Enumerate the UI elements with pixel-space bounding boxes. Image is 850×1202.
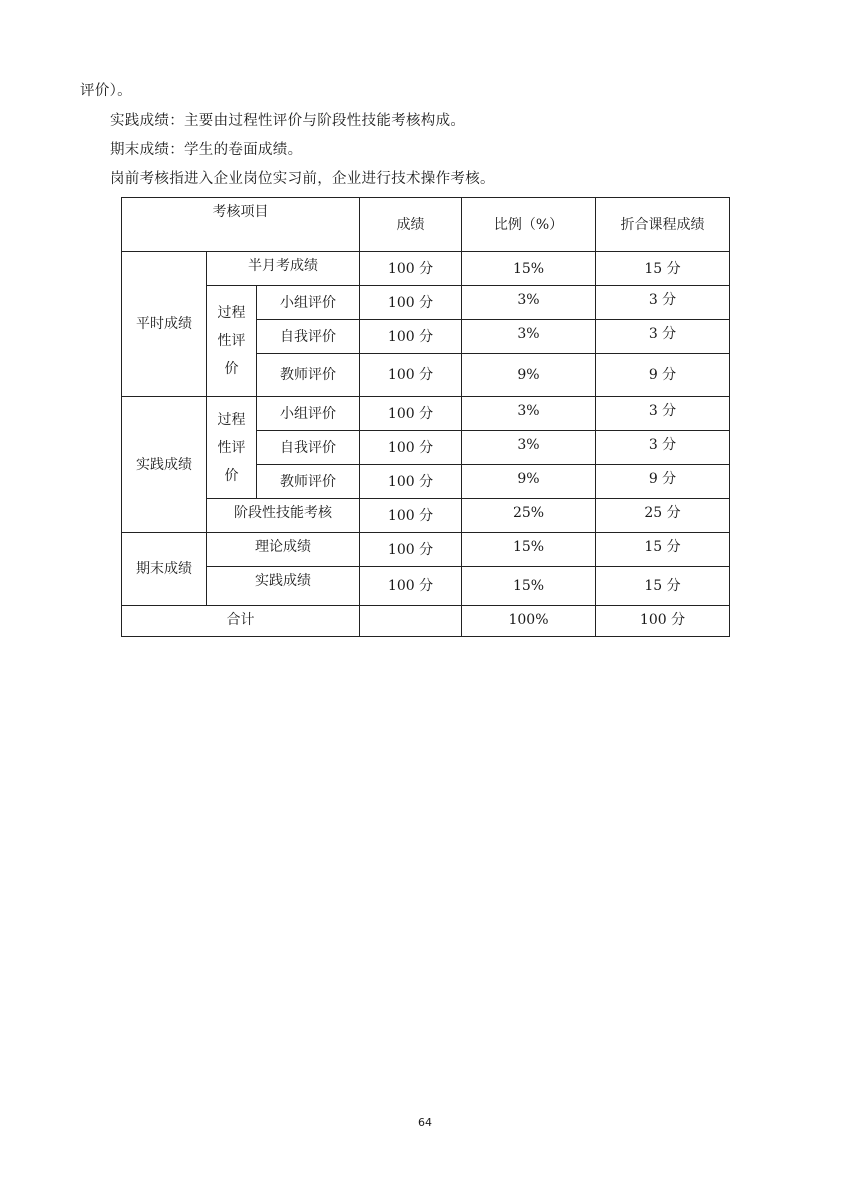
assessment-table (121, 197, 730, 637)
cell-score: 100 分 (360, 354, 462, 397)
cell-ratio: 3% (462, 397, 596, 431)
process-label-part: 价 (224, 361, 239, 377)
cell-converted: 15 分 (596, 252, 730, 286)
paragraph-practice-score: 实践成绩：主要由过程性评价与阶段性技能考核构成。 (110, 113, 466, 129)
table-row (122, 567, 730, 606)
cell-score: 100 分 (360, 465, 462, 499)
cell-ratio: 9% (462, 354, 596, 397)
paragraph-final-score: 期末成绩：学生的卷面成绩。 (110, 142, 303, 158)
cell-converted: 9 分 (596, 354, 730, 397)
process-label-part: 过程 (217, 411, 246, 428)
paragraph-line-1: 评价）。 (80, 83, 132, 99)
cell-score: 100 分 (360, 533, 462, 567)
cell-score: 100 分 (360, 499, 462, 533)
process-label-part: 价 (224, 467, 239, 484)
category-practice-score: 实践成绩 (122, 397, 207, 533)
process-label-part: 过程 (217, 305, 246, 321)
row-label: 实践成绩 (207, 567, 360, 606)
category-usual-score: 平时成绩 (122, 252, 207, 397)
cell-ratio: 3% (462, 431, 596, 465)
cell-ratio: 3% (462, 320, 596, 354)
cell-ratio: 9% (462, 465, 596, 499)
table-row (122, 286, 730, 320)
row-label: 自我评价 (257, 320, 360, 354)
process-label-part: 性评 (217, 439, 246, 456)
table-total-row (122, 606, 730, 637)
page-number: 64 (418, 1116, 432, 1129)
table-header-row (122, 198, 730, 252)
header-ratio: 比例（%） (462, 198, 596, 252)
row-label: 自我评价 (257, 431, 360, 465)
cell-converted: 3 分 (596, 286, 730, 320)
row-label: 理论成绩 (207, 533, 360, 567)
cell-converted: 3 分 (596, 431, 730, 465)
cell-score: 100 分 (360, 320, 462, 354)
cell-converted: 9 分 (596, 465, 730, 499)
row-label: 小组评价 (257, 286, 360, 320)
cell-score: 100 分 (360, 252, 462, 286)
row-label: 教师评价 (257, 354, 360, 397)
category-final-score: 期末成绩 (122, 533, 207, 606)
total-score-empty (360, 606, 462, 637)
process-evaluation-label (207, 397, 257, 499)
header-assessment-item: 考核项目 (122, 198, 360, 252)
cell-converted: 25 分 (596, 499, 730, 533)
cell-score: 100 分 (360, 431, 462, 465)
table-row (122, 533, 730, 567)
process-label-part: 性评 (217, 333, 246, 349)
cell-converted: 3 分 (596, 397, 730, 431)
cell-score: 100 分 (360, 397, 462, 431)
row-label: 半月考成绩 (207, 252, 360, 286)
cell-ratio: 15% (462, 252, 596, 286)
paragraph-pre-job-assessment: 岗前考核指进入企业岗位实习前，企业进行技术操作考核。 (110, 171, 495, 187)
process-evaluation-label (207, 286, 257, 397)
table-row (122, 252, 730, 286)
cell-converted: 3 分 (596, 320, 730, 354)
table-row (122, 397, 730, 431)
cell-ratio: 15% (462, 533, 596, 567)
total-label: 合计 (122, 606, 360, 637)
header-converted-score: 折合课程成绩 (596, 198, 730, 252)
cell-converted: 15 分 (596, 567, 730, 606)
cell-score: 100 分 (360, 286, 462, 320)
cell-ratio: 3% (462, 286, 596, 320)
header-score: 成绩 (360, 198, 462, 252)
cell-ratio: 15% (462, 567, 596, 606)
row-label: 小组评价 (257, 397, 360, 431)
row-label: 阶段性技能考核 (207, 499, 360, 533)
row-label: 教师评价 (257, 465, 360, 499)
cell-converted: 15 分 (596, 533, 730, 567)
table-row (122, 499, 730, 533)
cell-ratio: 25% (462, 499, 596, 533)
total-converted: 100 分 (596, 606, 730, 637)
total-ratio: 100% (462, 606, 596, 637)
cell-score: 100 分 (360, 567, 462, 606)
